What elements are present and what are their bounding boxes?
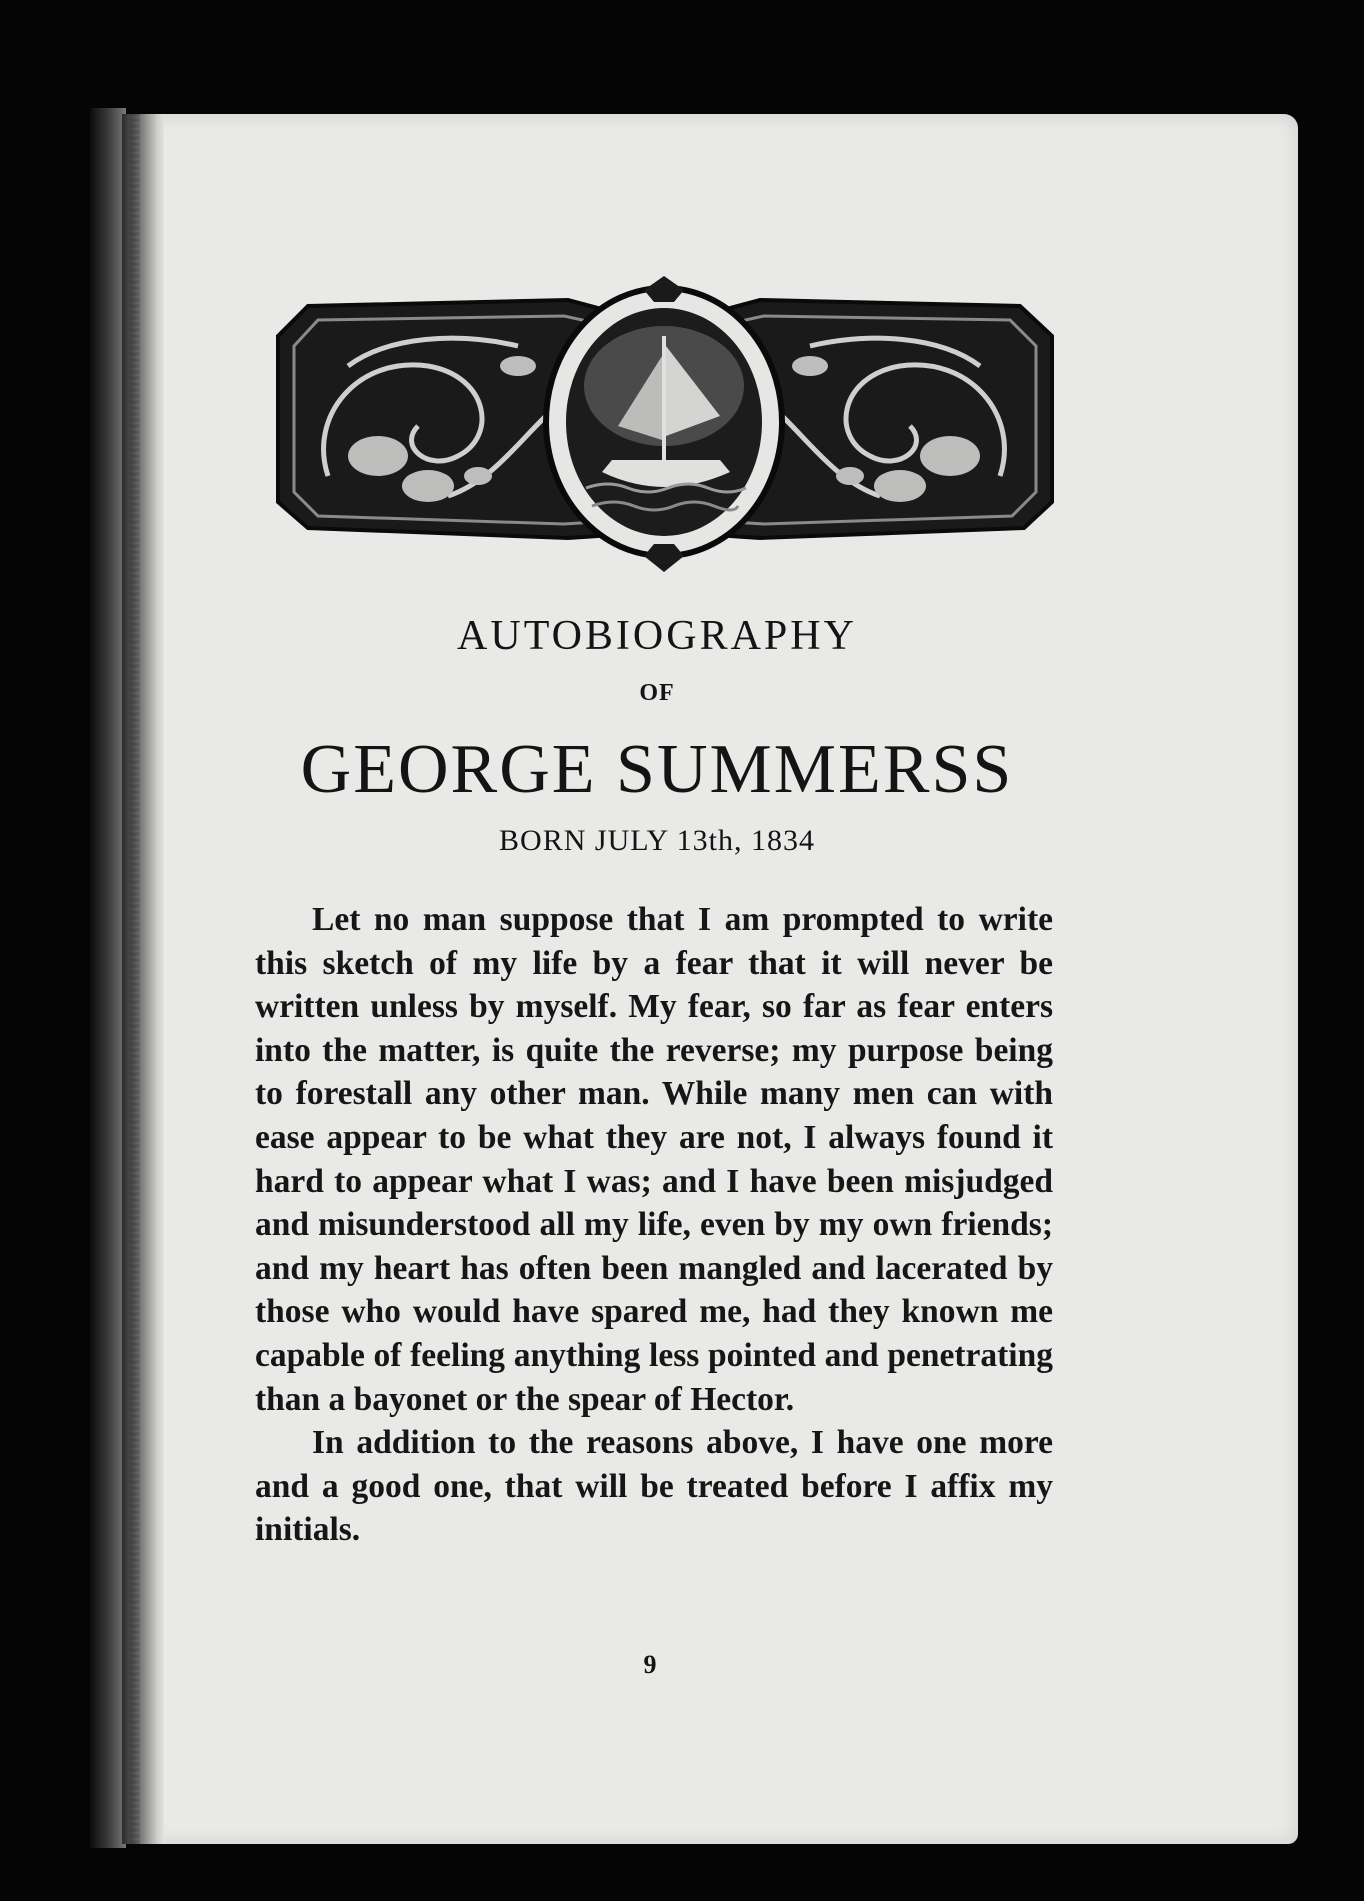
- ship-vignette-icon: [268, 276, 1060, 574]
- title-of: OF: [639, 680, 675, 706]
- body-text: [255, 898, 1053, 1552]
- page-gutter: [122, 114, 164, 1844]
- paragraph-2: In addition to the reasons above, I have one more and a good one, that will be treated before I affix my initials.: [255, 1424, 1053, 1549]
- title-autobiography: AUTOBIOGRAPHY: [457, 613, 857, 659]
- page-number: 9: [643, 1650, 657, 1679]
- author-name: GEORGE SUMMERSS: [300, 731, 1014, 808]
- paragraph-1: Let no man suppose that I am prompted to write this sketch of my life by a fear that it will never be written unless by myself. My fear, so far as fear enters into the matter, is quite the reverse; my purpose being to forestall any other man. While many men can with ease appear to be what they are not, I always found it hard to appear what I was; and I have been misjudged and misunderstood all my life, even by my own friends; and my heart has often been mangled and lacerated by those who would have spared me, had they known me capable of feeling anything less pointed and penetrating than a bayonet or the spear of Hector.: [255, 901, 1053, 1418]
- birth-date: BORN JULY 13th, 1834: [499, 824, 815, 857]
- book-binding-edge: [90, 108, 126, 1848]
